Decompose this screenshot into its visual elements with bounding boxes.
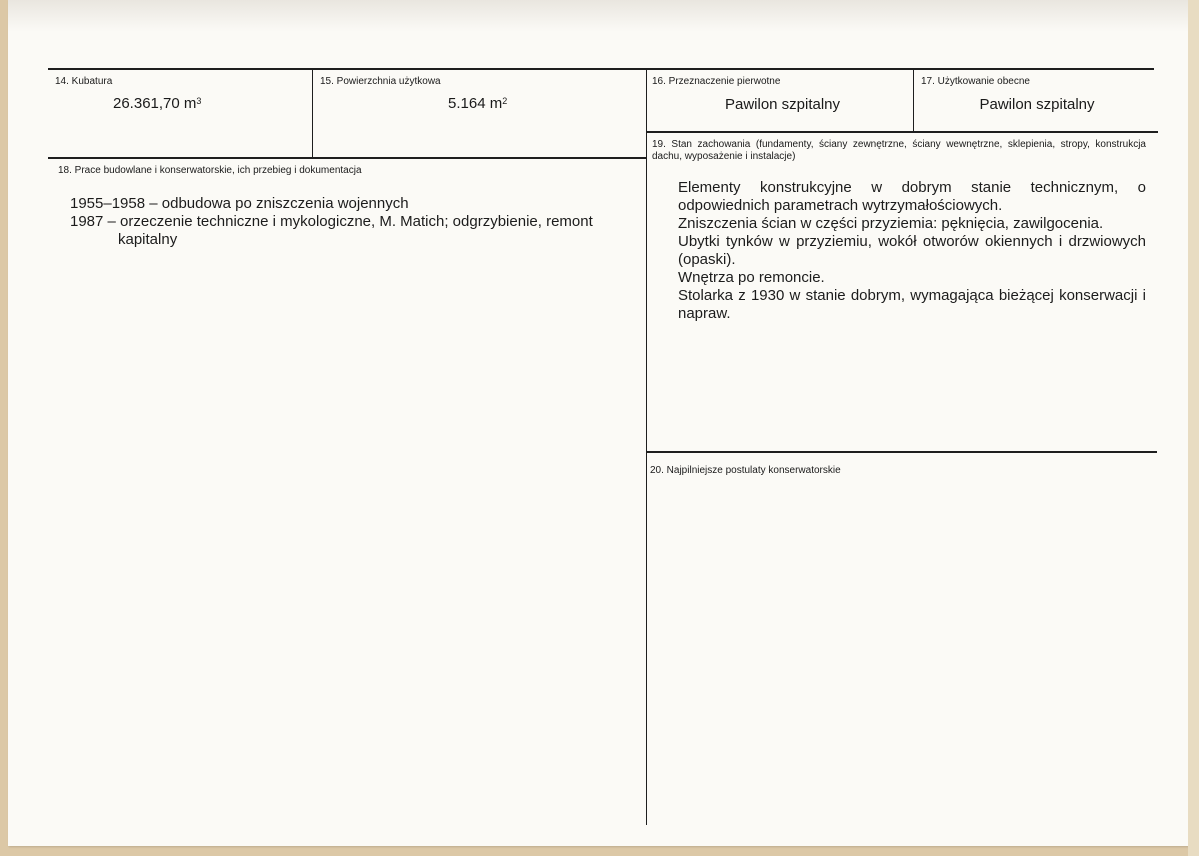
rule-left-right	[646, 69, 647, 825]
field-19-paragraph: Elementy konstrukcyjne w dobrym stanie technicznym, o odpowiednich parametrach wytrzymałościowych.	[678, 179, 1146, 214]
field-18-entries	[70, 195, 628, 249]
field-19-paragraph: Stolarka z 1930 w stanie dobrym, wymagająca bieżącej konserwacji i napraw.	[678, 287, 1146, 322]
field-18-entry: 1987 – orzeczenie techniczne i mykologiczne, M. Matich; odgrzybienie, remont kapitalny	[70, 213, 593, 248]
field-15-exponent: 2	[502, 96, 508, 106]
field-19-paragraph: Ubytki tynków w przyziemiu, wokół otworów okiennych i drzwiowych (opaski).	[678, 233, 1146, 268]
field-14-label: 14. Kubatura	[55, 76, 113, 87]
field-19-label: 19. Stan zachowania (fundamenty, ściany zewnętrzne, ściany wewnętrzne, sklepienia, stropy, konstrukcja dachu, wyposażenie i instalacje)	[652, 139, 1146, 162]
field-14-exponent: 3	[196, 96, 202, 106]
field-16-label: 16. Przeznaczenie pierwotne	[652, 76, 781, 87]
scan-top-strip	[8, 0, 1188, 32]
rule-top	[48, 68, 1154, 70]
rule-16-17	[913, 69, 914, 132]
rule-14-15	[312, 69, 313, 157]
field-19-paragraph: Zniszczenia ścian w części przyziemia: pęknięcia, zawilgocenia.	[678, 215, 1104, 232]
field-16-value: Pawilon szpitalny	[724, 96, 841, 113]
field-15-number: 5.164 m	[448, 95, 503, 112]
rule-above-18	[48, 157, 647, 159]
field-15-label: 15. Powierzchnia użytkowa	[320, 76, 441, 87]
field-19-paragraph: Wnętrza po remoncie.	[678, 269, 825, 286]
field-14-number: 26.361,70 m	[113, 95, 197, 112]
field-14-value	[113, 95, 201, 113]
field-20-label: 20. Najpilniejsze postulaty konserwatorskie	[650, 465, 841, 476]
field-17-label: 17. Użytkowanie obecne	[921, 76, 1030, 87]
rule-above-20	[646, 451, 1157, 453]
field-18-label: 18. Prace budowlane i konserwatorskie, ich przebieg i dokumentacja	[58, 165, 362, 176]
field-18-entry: 1955–1958 – odbudowa po zniszczenia wojennych	[70, 195, 409, 212]
scan-right-edge	[1188, 0, 1199, 856]
record-card-page	[8, 0, 1188, 846]
field-15-value	[448, 95, 507, 113]
field-17-value: Pawilon szpitalny	[979, 96, 1095, 113]
field-19-text	[678, 179, 1146, 323]
rule-above-19	[646, 131, 1158, 133]
